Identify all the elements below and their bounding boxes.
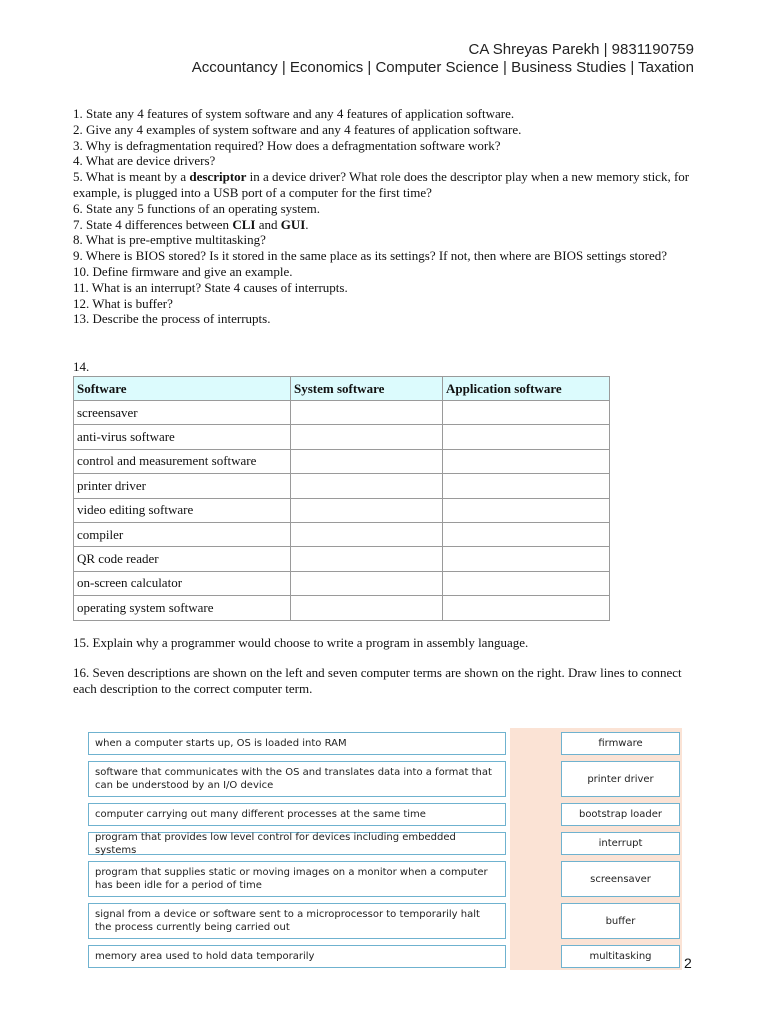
page-header — [192, 41, 694, 77]
question-8: 8. What is pre-emptive multitasking? — [73, 232, 266, 248]
q7-text-a: 7. State 4 differences between — [73, 216, 233, 232]
question-11: 11. What is an interrupt? State 4 causes of interrupts. — [73, 279, 348, 295]
application-cell[interactable] — [443, 474, 610, 498]
subjects-line: Accountancy | Economics | Computer Science | Business Studies | Taxation — [191, 59, 694, 76]
page-number: 2 — [684, 955, 692, 971]
application-cell[interactable] — [443, 571, 610, 595]
table-row — [74, 522, 610, 546]
q7-bold-cli: CLI — [232, 216, 256, 232]
table-row — [74, 596, 610, 620]
header-software: Software — [74, 377, 291, 401]
system-cell[interactable] — [291, 522, 443, 546]
software-name: printer driver — [74, 474, 291, 498]
application-cell[interactable] — [443, 547, 610, 571]
question-15: 15. Explain why a programmer would choose to write a program in assembly language. — [73, 635, 529, 650]
q5-text-a: 5. What is meant by a — [73, 169, 190, 185]
author-contact: CA Shreyas Parekh | 9831190759 — [468, 41, 694, 58]
question-12: 12. What is buffer? — [73, 295, 173, 311]
term-box[interactable]: multitasking — [561, 945, 680, 968]
software-classification-table — [73, 376, 610, 621]
table-row — [74, 474, 610, 498]
question-13: 13. Describe the process of interrupts. — [73, 311, 271, 327]
description-box[interactable]: software that communicates with the OS and translates data into a format that can be understood by an I/O device — [88, 761, 506, 797]
system-cell[interactable] — [291, 474, 443, 498]
software-name: video editing software — [74, 498, 291, 522]
term-box[interactable]: screensaver — [561, 861, 680, 897]
application-cell[interactable] — [443, 498, 610, 522]
question-4: 4. What are device drivers? — [73, 153, 216, 169]
matching-exercise — [80, 728, 682, 970]
software-name: QR code reader — [74, 547, 291, 571]
table-row — [74, 571, 610, 595]
header-system-software: System software — [291, 377, 443, 401]
term-box[interactable]: interrupt — [561, 832, 680, 855]
system-cell[interactable] — [291, 571, 443, 595]
table-row — [74, 425, 610, 449]
term-box[interactable]: firmware — [561, 732, 680, 755]
question-10: 10. Define firmware and give an example. — [73, 263, 293, 279]
software-name: on-screen calculator — [74, 571, 291, 595]
description-box[interactable]: when a computer starts up, OS is loaded into RAM — [88, 732, 506, 755]
table-row — [74, 401, 610, 425]
table-header-row — [74, 377, 610, 401]
question-list — [73, 106, 703, 327]
software-name: control and measurement software — [74, 449, 291, 473]
software-name: anti-virus software — [74, 425, 291, 449]
system-cell[interactable] — [291, 498, 443, 522]
software-name: compiler — [74, 522, 291, 546]
software-name: operating system software — [74, 596, 291, 620]
term-box[interactable]: printer driver — [561, 761, 680, 797]
application-cell[interactable] — [443, 449, 610, 473]
application-cell[interactable] — [443, 522, 610, 546]
term-box[interactable]: bootstrap loader — [561, 803, 680, 826]
q7-text-end: . — [305, 216, 309, 232]
q7-text-mid: and — [255, 216, 281, 232]
table-row — [74, 498, 610, 522]
system-cell[interactable] — [291, 425, 443, 449]
question-6: 6. State any 5 functions of an operating system. — [73, 200, 320, 216]
system-cell[interactable] — [291, 401, 443, 425]
q5-text-b: in a device driver? What role does the descriptor play when a new memory stick, for example, is plugged into a USB port of a computer for the first time? — [73, 169, 690, 200]
term-box[interactable]: buffer — [561, 903, 680, 939]
software-name: screensaver — [74, 401, 291, 425]
description-box[interactable]: program that supplies static or moving images on a monitor when a computer has been idle for a period of time — [88, 861, 506, 897]
application-cell[interactable] — [443, 401, 610, 425]
question-2: 2. Give any 4 examples of system software and any 4 features of application software. — [73, 121, 522, 137]
application-cell[interactable] — [443, 425, 610, 449]
q5-bold: descriptor — [189, 169, 247, 185]
system-cell[interactable] — [291, 596, 443, 620]
system-cell[interactable] — [291, 547, 443, 571]
application-cell[interactable] — [443, 596, 610, 620]
table-row — [74, 547, 610, 571]
question-5 — [73, 169, 703, 201]
question-16: 16. Seven descriptions are shown on the left and seven computer terms are shown on the right. Draw lines to connect each description to the correct computer term. — [73, 665, 682, 696]
question-1: 1. State any 4 features of system software and any 4 features of application software. — [73, 106, 515, 121]
description-box[interactable]: signal from a device or software sent to a microprocessor to temporarily halt the process currently being carried out — [88, 903, 506, 939]
header-application-software: Application software — [443, 377, 610, 401]
question-3: 3. Why is defragmentation required? How does a defragmentation software work? — [73, 137, 501, 153]
question-9: 9. Where is BIOS stored? Is it stored in the same place as its settings? If not, then where are BIOS settings stored? — [73, 248, 668, 264]
question-14: 14. — [73, 359, 90, 374]
description-box[interactable]: computer carrying out many different processes at the same time — [88, 803, 506, 826]
description-box[interactable]: program that provides low level control for devices including embedded systems — [88, 832, 506, 855]
question-7 — [73, 217, 703, 233]
system-cell[interactable] — [291, 449, 443, 473]
description-box[interactable]: memory area used to hold data temporarily — [88, 945, 506, 968]
q7-bold-gui: GUI — [280, 216, 306, 232]
table-row — [74, 449, 610, 473]
